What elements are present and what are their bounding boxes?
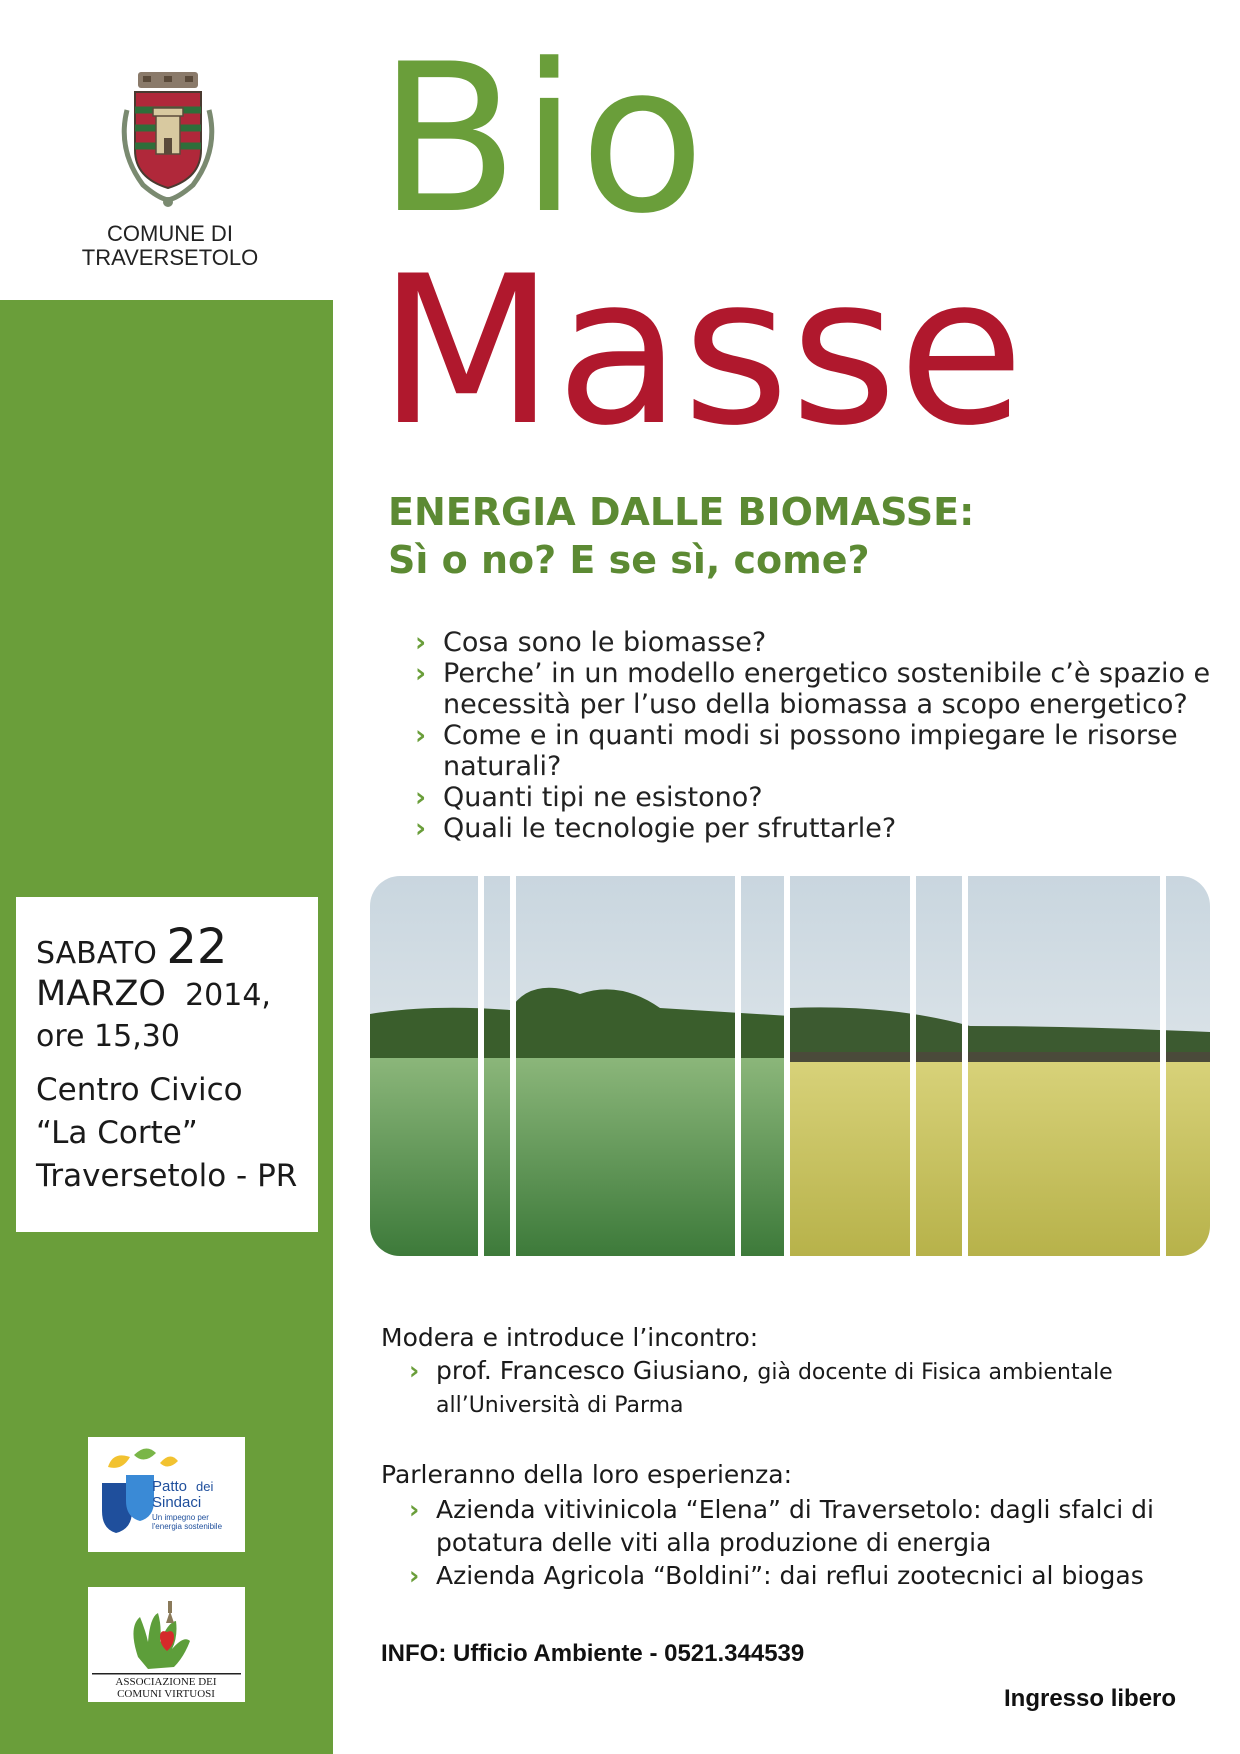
list-item [381, 1355, 1201, 1421]
comuni-virtuosi-icon [88, 1587, 245, 1702]
patto-dei-sindaci-icon [88, 1437, 245, 1552]
subtitle [388, 488, 974, 584]
virtuosi-line1: ASSOCIAZIONE DEI [115, 1676, 217, 1688]
photo-divider [910, 876, 916, 1256]
photo-divider [478, 876, 484, 1256]
event-year: 2014, [185, 978, 271, 1013]
moderator-section [381, 1322, 1201, 1421]
photo-divider [962, 876, 968, 1256]
patto-line1: Patto [152, 1478, 188, 1495]
moderator-heading: Modera e introduce l’incontro: [381, 1323, 759, 1352]
list-item: › Azienda Agricola “Boldini”: dai reflui zootecnici al biogas [381, 1559, 1201, 1592]
field-photo [370, 876, 1210, 1256]
photo-divider [784, 876, 790, 1256]
entry-note: Ingresso libero [1004, 1685, 1177, 1712]
event-details-box [16, 897, 318, 1232]
photo-divider [1160, 876, 1166, 1256]
photo-divider [735, 876, 741, 1256]
event-day-number: 22 [166, 919, 228, 975]
list-item: › Quanti tipi ne esistono? [415, 782, 1215, 813]
speakers-section [381, 1458, 1201, 1592]
list-item: › Perche’ in un modello energetico sostenibile c’è spazio e necessità per l’uso della biomassa a scopo energetico? [415, 658, 1215, 720]
municipality-name [40, 222, 300, 270]
moderator-name: prof. Francesco Giusiano, [436, 1356, 750, 1385]
venue-line3: Traversetolo - PR [36, 1158, 298, 1194]
patto-line1b: dei [196, 1479, 214, 1494]
photo-divider [510, 876, 516, 1256]
event-details [36, 919, 316, 1198]
subtitle-line1: ENERGIA DALLE BIOMASSE: [388, 490, 975, 534]
list-item: › Come e in quanti modi si possono impiegare le risorse naturali? [415, 720, 1215, 782]
event-month-line [36, 974, 316, 1016]
moderator-role: già docente di Fisica ambientale [757, 1360, 1113, 1385]
questions-list [415, 627, 1215, 844]
municipality-header [0, 0, 333, 300]
title-masse: Masse [378, 233, 1026, 471]
venue-line2: “La Corte” [36, 1115, 198, 1151]
venue-line1: Centro Civico [36, 1072, 243, 1108]
virtuosi-line2: COMUNI VIRTUOSI [117, 1688, 215, 1700]
moderator-role2: all’Università di Parma [436, 1393, 684, 1418]
list-item: › Quali le tecnologie per sfruttarle? [415, 813, 1215, 844]
info-contact: INFO: Ufficio Ambiente - 0521.344539 [381, 1640, 805, 1667]
municipality-line1: COMUNE DI [107, 221, 233, 246]
subtitle-line2: Sì o no? E se sì, come? [388, 538, 870, 582]
moderator-list [381, 1355, 1201, 1421]
comuni-virtuosi-logo [88, 1587, 245, 1702]
title-bio: Bio [378, 21, 708, 259]
event-venue [36, 1069, 316, 1198]
patto-tagline2: l'energia sostenibile [152, 1522, 223, 1531]
event-time: ore 15,30 [36, 1019, 180, 1054]
patto-line2: Sindaci [152, 1494, 202, 1511]
speakers-heading: Parleranno della loro esperienza: [381, 1460, 792, 1489]
event-day-label: SABATO [36, 936, 157, 971]
municipality-line2: TRAVERSETOLO [81, 245, 259, 270]
field-photo-illustration [370, 876, 1210, 1256]
list-item: › Cosa sono le biomasse? [415, 627, 1215, 658]
speakers-list [381, 1493, 1201, 1592]
event-month: MARZO [36, 974, 166, 1014]
patto-tagline1: Un impegno per [152, 1513, 209, 1522]
event-day-line [36, 919, 316, 975]
list-item: › Azienda vitivinicola “Elena” di Traversetolo: dagli sfalci di potatura delle viti alla produzione di energia [381, 1493, 1201, 1559]
patto-dei-sindaci-logo [88, 1437, 245, 1552]
municipal-crest-icon [113, 70, 223, 210]
